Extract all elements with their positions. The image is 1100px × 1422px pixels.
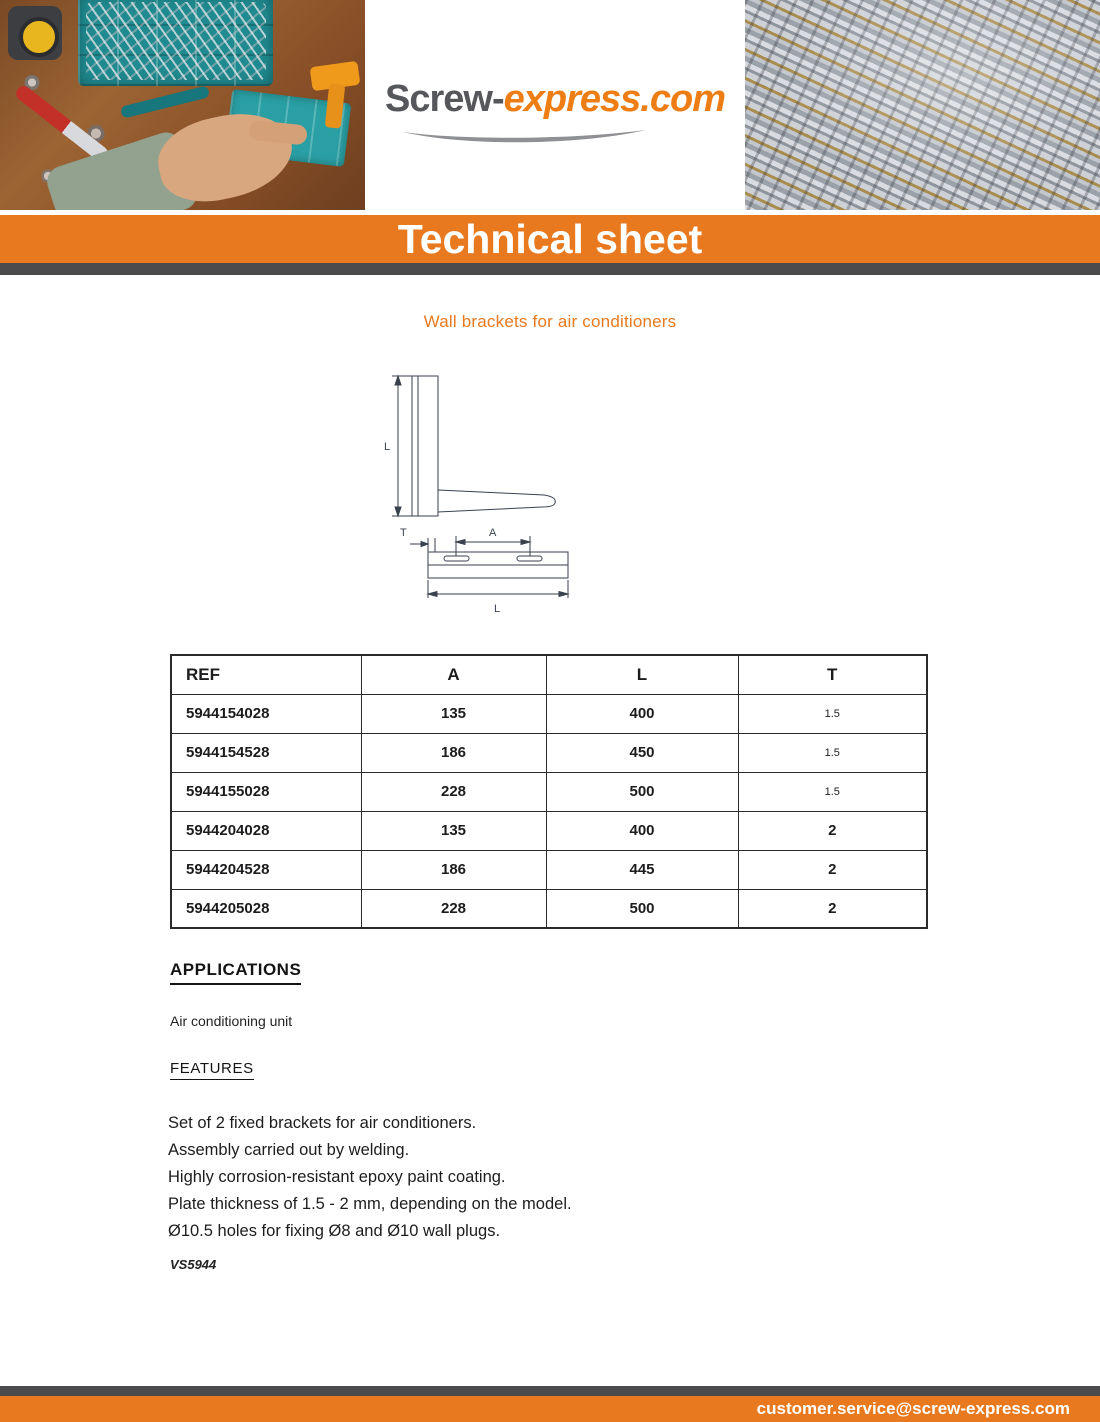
dim-label-hole-spacing: A — [489, 527, 497, 539]
table-row — [171, 694, 927, 733]
table-cell: 5944155028 — [171, 772, 361, 811]
table-cell: 400 — [546, 811, 738, 850]
footer-bar — [0, 1396, 1100, 1422]
table-cell: 5944154028 — [171, 694, 361, 733]
table-cell: 135 — [361, 694, 546, 733]
table-row — [171, 733, 927, 772]
table-cell: 2 — [738, 811, 927, 850]
header-photo-screws — [745, 0, 1100, 210]
dim-label-side-length: L — [384, 441, 391, 453]
screws-photo-detail — [86, 2, 266, 80]
features-heading: FEATURES — [170, 1060, 254, 1080]
brand-logo — [365, 0, 745, 210]
table-cell: 5944204528 — [171, 850, 361, 889]
table-cell: 445 — [546, 850, 738, 889]
spec-table-body — [171, 694, 927, 928]
table-cell: 1.5 — [738, 733, 927, 772]
table-header-cell: T — [738, 655, 927, 694]
document-reference: VS5944 — [170, 1257, 217, 1272]
page-title: Technical sheet — [397, 216, 703, 262]
dim-label-length: L — [494, 603, 501, 615]
drill-icon — [311, 56, 363, 136]
table-cell: 450 — [546, 733, 738, 772]
logo-suffix: express.com — [503, 77, 725, 120]
applications-text: Air conditioning unit — [170, 1013, 293, 1029]
table-cell: 135 — [361, 811, 546, 850]
table-row — [171, 850, 927, 889]
table-cell: 5944205028 — [171, 889, 361, 928]
table-row — [171, 811, 927, 850]
table-header-cell: L — [546, 655, 738, 694]
dim-label-thickness: T — [400, 527, 407, 539]
table-cell: 500 — [546, 889, 738, 928]
feature-item: Assembly carried out by welding. — [168, 1141, 410, 1159]
table-cell: 1.5 — [738, 772, 927, 811]
applications-heading: APPLICATIONS — [170, 960, 301, 985]
table-cell: 228 — [361, 889, 546, 928]
table-cell: 5944154528 — [171, 733, 361, 772]
table-cell: 500 — [546, 772, 738, 811]
contact-email: customer.service@screw-express.com — [756, 1399, 1070, 1418]
table-cell: 228 — [361, 772, 546, 811]
spec-table — [170, 654, 928, 929]
brand-logo-text — [385, 78, 725, 121]
feature-item: Ø10.5 holes for fixing Ø8 and Ø10 wall plugs. — [168, 1222, 501, 1240]
title-banner — [0, 215, 1100, 263]
feature-item: Set of 2 fixed brackets for air conditioners. — [168, 1114, 477, 1132]
logo-prefix: Screw- — [385, 77, 504, 120]
features-list — [168, 1110, 572, 1245]
banner-divider — [0, 263, 1100, 275]
header-photo-workbench — [0, 0, 365, 210]
table-cell: 1.5 — [738, 694, 927, 733]
table-header-cell: REF — [171, 655, 361, 694]
table-header-cell: A — [361, 655, 546, 694]
table-cell: 2 — [738, 850, 927, 889]
product-title: Wall brackets for air conditioners — [423, 312, 677, 331]
logo-swoosh-icon — [400, 127, 650, 147]
table-row — [171, 889, 927, 928]
spec-table-head-row — [171, 655, 927, 694]
table-row — [171, 772, 927, 811]
feature-item: Highly corrosion-resistant epoxy paint coating. — [168, 1168, 506, 1186]
table-cell: 2 — [738, 889, 927, 928]
table-cell: 400 — [546, 694, 738, 733]
table-cell: 186 — [361, 733, 546, 772]
feature-item: Plate thickness of 1.5 - 2 mm, depending on the model. — [168, 1195, 572, 1213]
table-cell: 5944204028 — [171, 811, 361, 850]
table-cell: 186 — [361, 850, 546, 889]
footer-divider — [0, 1386, 1100, 1396]
tape-measure-photo-detail — [8, 6, 62, 60]
bracket-technical-drawing — [378, 366, 598, 616]
